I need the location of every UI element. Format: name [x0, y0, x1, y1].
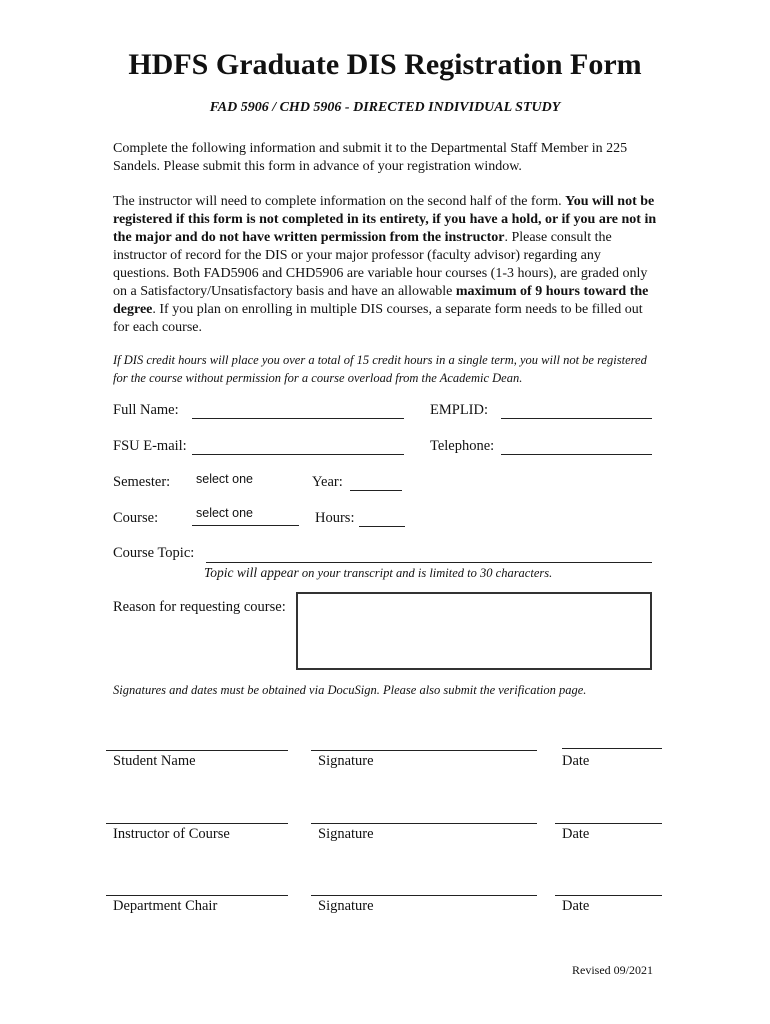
instructor-name-label: Instructor of Course: [113, 826, 230, 842]
course-select-underline: [192, 525, 299, 526]
topic-hint: [204, 565, 552, 581]
instructions-text-start: The instructor will need to complete information on the second half of the form.: [113, 194, 566, 209]
chair-name-label: Department Chair: [113, 898, 218, 914]
student-signature-label: Signature: [318, 753, 374, 769]
reason-label: Reason for requesting course:: [113, 599, 286, 615]
chair-date-line[interactable]: [555, 895, 662, 896]
reason-textbox[interactable]: [296, 592, 652, 670]
course-topic-field[interactable]: [206, 562, 652, 563]
instructions-paragraph: [113, 193, 658, 337]
telephone-field[interactable]: [501, 454, 652, 455]
full-name-field[interactable]: [192, 418, 404, 419]
instructor-name-line[interactable]: [106, 823, 288, 824]
instructions-warning: You will not be registered if this form is not completed in its entirety, if you have a hold, or if you are not in the major and do not have written permission from the instructor: [113, 194, 657, 245]
telephone-label: Telephone:: [430, 438, 495, 454]
chair-date-label: Date: [562, 898, 590, 914]
student-date-label: Date: [562, 753, 590, 769]
semester-select[interactable]: select one: [196, 472, 253, 486]
overload-note: If DIS credit hours will place you over a total of 15 credit hours in a single term, you will not be registered for the course without permission for a course overload from the Academic Dean.: [113, 353, 647, 385]
revised-date: Revised 09/2021: [572, 963, 653, 977]
student-date-line[interactable]: [562, 748, 662, 749]
course-label: Course:: [113, 510, 159, 526]
student-signature-line[interactable]: [311, 750, 537, 751]
chair-signature-label: Signature: [318, 898, 374, 914]
instructions-text-mid: . Please consult the instructor of record for the DIS or your major professor (faculty advisor) regarding any questions. Both FAD5906 and CHD5906 are variable hour courses (1-3 hours), are graded only on a Satisfactory/Unsatisfactory basis and have an allowable: [113, 230, 648, 299]
topic-hint-rest: on your transcript and is limited to 30 characters.: [298, 566, 553, 580]
full-name-label: Full Name:: [113, 402, 179, 418]
email-label: FSU E-mail:: [113, 438, 187, 454]
student-name-line[interactable]: [106, 750, 288, 751]
course-select[interactable]: select one: [196, 506, 253, 520]
instructions-text-end: . If you plan on enrolling in multiple DIS courses, a separate form needs to be filled out for each course.: [113, 302, 643, 335]
signature-note: Signatures and dates must be obtained via DocuSign. Please also submit the verification page.: [113, 683, 587, 697]
form-subtitle: FAD 5906 / CHD 5906 - DIRECTED INDIVIDUAL STUDY: [209, 100, 561, 115]
form-title: HDFS Graduate DIS Registration Form: [128, 48, 642, 81]
instructor-signature-label: Signature: [318, 826, 374, 842]
chair-signature-line[interactable]: [311, 895, 537, 896]
instructor-date-label: Date: [562, 826, 590, 842]
hours-field[interactable]: [359, 526, 405, 527]
chair-name-line[interactable]: [106, 895, 288, 896]
instructor-signature-line[interactable]: [311, 823, 537, 824]
course-topic-label: Course Topic:: [113, 545, 195, 561]
instructions-max-hours: maximum of 9 hours toward the degree: [113, 284, 649, 317]
student-name-label: Student Name: [113, 753, 196, 769]
year-label: Year:: [312, 474, 343, 490]
semester-label: Semester:: [113, 474, 171, 490]
emplid-field[interactable]: [501, 418, 652, 419]
hours-label: Hours:: [315, 510, 355, 526]
intro-paragraph: Complete the following information and submit it to the Departmental Staff Member in 225 Sandels. Please submit this form in advance of your registration window.: [113, 141, 628, 174]
topic-hint-lead: Topic will appear: [204, 565, 299, 580]
emplid-label: EMPLID:: [430, 402, 488, 418]
instructor-date-line[interactable]: [555, 823, 662, 824]
year-field[interactable]: [350, 490, 402, 491]
email-field[interactable]: [192, 454, 404, 455]
